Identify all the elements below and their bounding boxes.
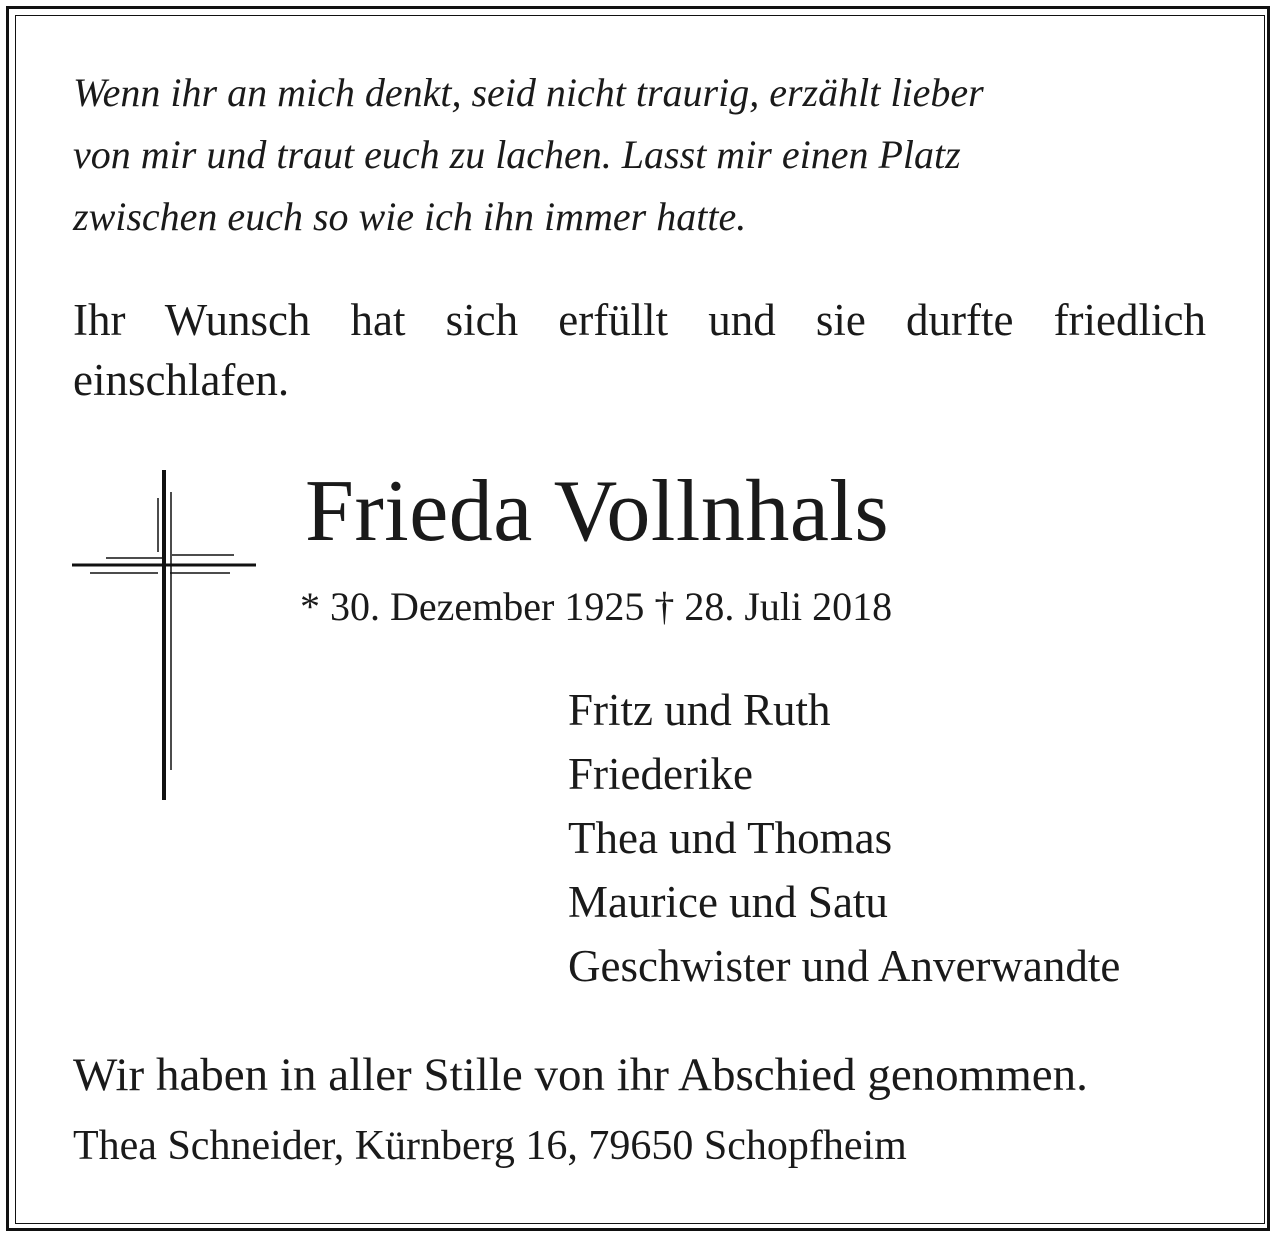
mourner-entry: Fritz und Ruth	[568, 685, 831, 735]
mourner-entry: Maurice und Satu	[568, 877, 888, 927]
mourner-entry: Friederike	[568, 749, 753, 799]
cross-icon	[70, 470, 260, 800]
mourner-entry: Thea und Thomas	[568, 813, 893, 863]
wish-text	[73, 290, 1206, 410]
farewell-text: Wir haben in aller Stille von ihr Abschied genommen.	[73, 1049, 1088, 1101]
deceased-name: Frieda Vollnhals	[305, 463, 890, 560]
life-dates: * 30. Dezember 1925 † 28. Juli 2018	[300, 584, 893, 629]
mourner-entry: Geschwister und Anverwandte	[568, 941, 1121, 991]
wish-line: Ihr Wunsch hat sich erfüllt und sie durfte friedlich	[73, 295, 1206, 345]
mourners-list	[568, 678, 1120, 998]
quote-line: zwischen euch so wie ich ihn immer hatte.	[73, 194, 747, 239]
quote-block	[73, 62, 1213, 248]
wish-line: einschlafen.	[73, 355, 290, 405]
quote-line: von mir und traut euch zu lachen. Lasst mir einen Platz	[73, 132, 961, 177]
quote-line: Wenn ihr an mich denkt, seid nicht traurig, erzählt lieber	[73, 70, 984, 115]
contact-address: Thea Schneider, Kürnberg 16, 79650 Schopfheim	[73, 1123, 907, 1169]
